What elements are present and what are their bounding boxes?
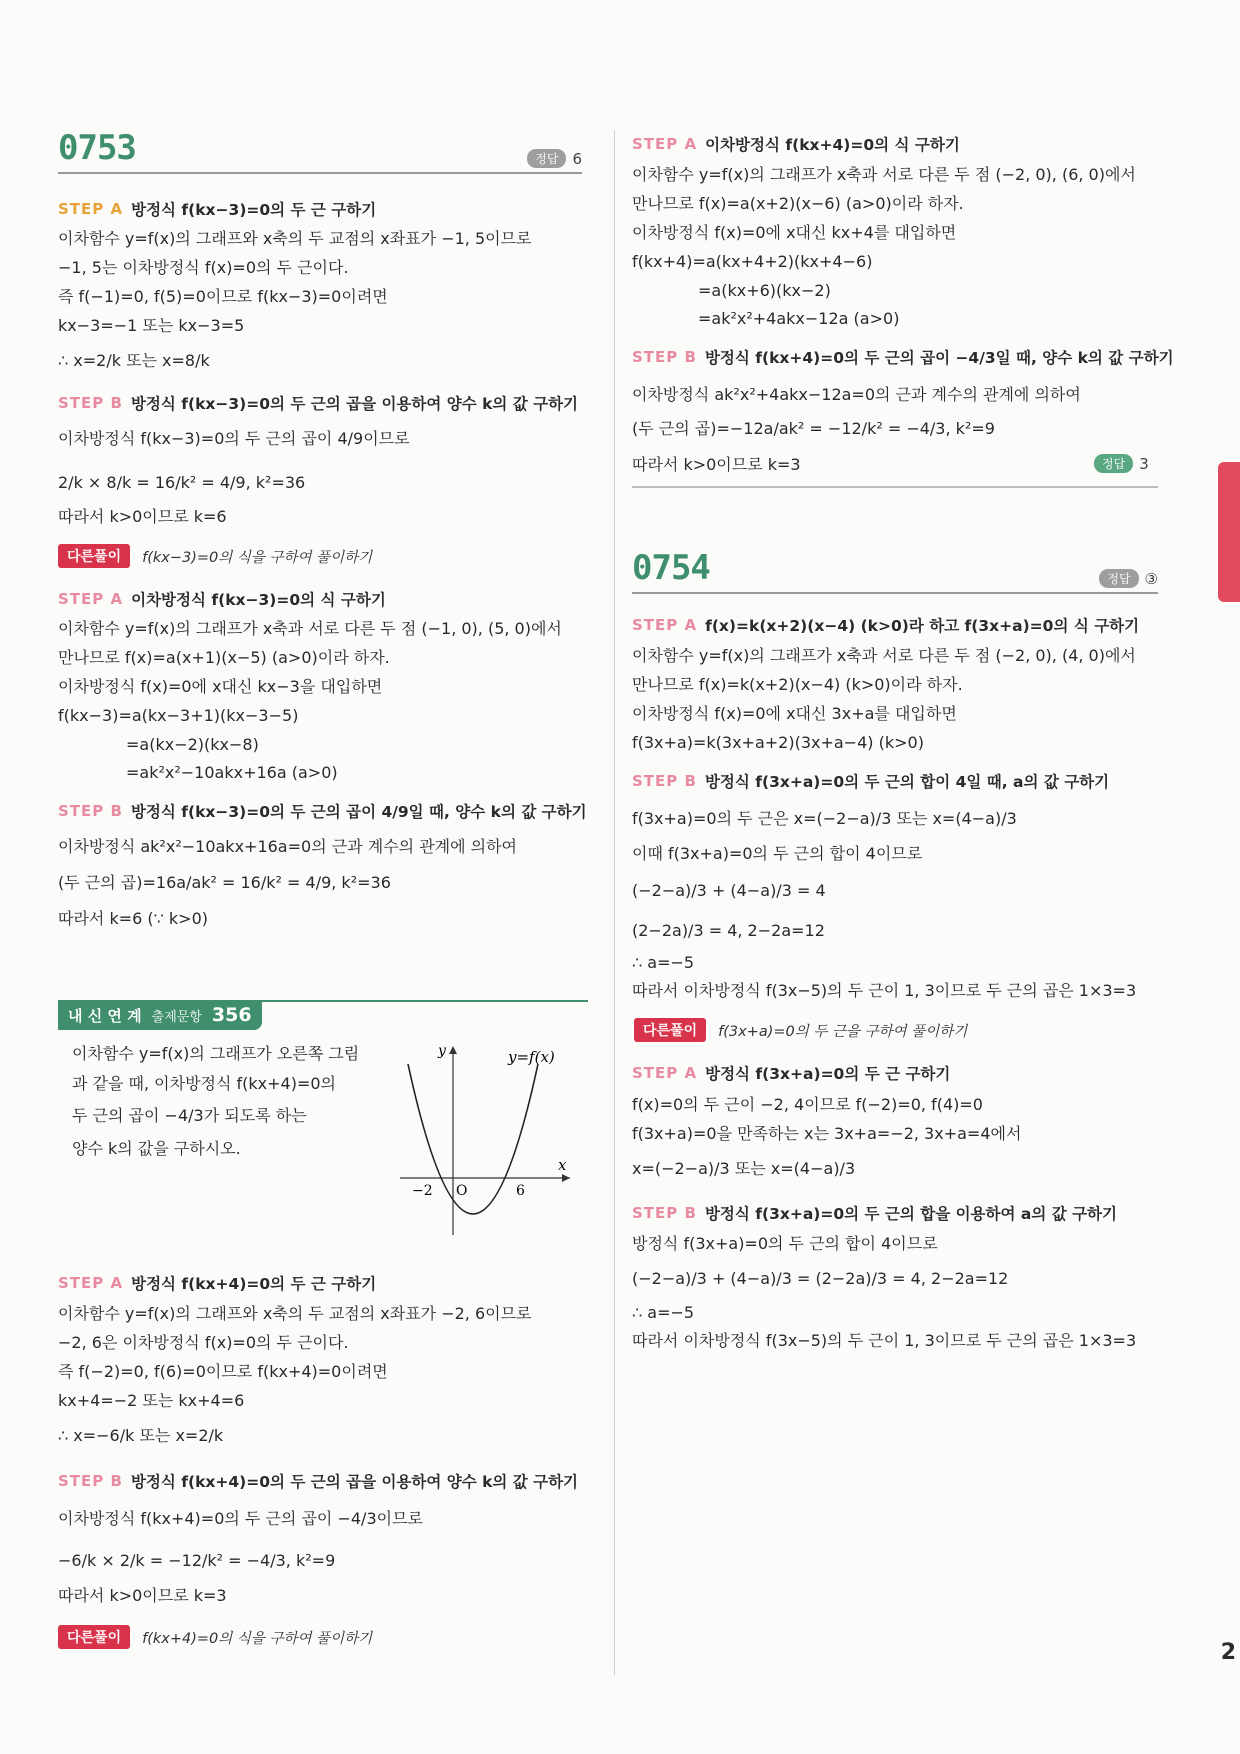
answer	[1094, 454, 1149, 473]
solution-line: (−2−a)/3 + (4−a)/3 = 4	[632, 881, 826, 900]
step-b-heading	[632, 346, 1174, 368]
problem-header-0754	[632, 548, 1158, 594]
step-title: 방정식 f(3x+a)=0의 두 근 구하기	[705, 1065, 951, 1083]
solution-line: f(3x+a)=0을 만족하는 x는 3x+a=−2, 3x+a=4에서	[632, 1124, 1022, 1143]
alt-solution-row	[634, 1018, 967, 1042]
alt-solution-badge: 다른풀이	[634, 1018, 706, 1042]
solution-line: 만나므로 f(x)=k(x+2)(x−4) (k>0)이라 하자.	[632, 675, 963, 694]
answer	[1099, 569, 1158, 588]
root-label: 6	[516, 1183, 525, 1199]
y-axis-label: y	[438, 1043, 446, 1059]
column-divider	[614, 130, 615, 1675]
step-b-heading	[632, 1202, 1117, 1224]
step-title: f(x)=k(x+2)(x−4) (k>0)라 하고 f(3x+a)=0의 식 구하기	[705, 617, 1140, 635]
solution-line: f(x)=0의 두 근이 −2, 4이므로 f(−2)=0, f(4)=0	[632, 1095, 983, 1114]
step-a-heading	[58, 588, 386, 610]
solution-line: 이차방정식 ak²x²−10akx+16a=0의 근과 계수의 관계에 의하여	[58, 837, 518, 856]
solution-line: 이차함수 y=f(x)의 그래프가 x축과 서로 다른 두 점 (−2, 0), (4, 0)에서	[632, 646, 1136, 665]
solution-line: −2, 6은 이차방정식 f(x)=0의 두 근이다.	[58, 1333, 349, 1352]
problem-header-0753	[58, 128, 582, 174]
solution-line: 이차방정식 ak²x²+4akx−12a=0의 근과 계수의 관계에 의하여	[632, 385, 1081, 404]
step-tag: STEP B	[58, 1472, 123, 1490]
step-a-heading	[632, 1062, 950, 1084]
question-line: 양수 k의 값을 구하시오.	[72, 1139, 241, 1158]
solution-line: (2−2a)/3 = 4, 2−2a=12	[632, 921, 825, 940]
page-number: 2	[1220, 1640, 1236, 1665]
function-label: y=f(x)	[508, 1048, 555, 1066]
solution-line: 이차방정식 f(x)=0에 x대신 kx+4를 대입하면	[632, 223, 957, 242]
step-a-heading	[58, 198, 376, 220]
step-a-heading	[58, 1272, 376, 1294]
linked-sub: 출제문항	[151, 1009, 202, 1025]
alt-solution-row	[58, 1625, 372, 1649]
solution-line: 만나므로 f(x)=a(x+1)(x−5) (a>0)이라 하자.	[58, 648, 390, 667]
solution-line: 즉 f(−1)=0, f(5)=0이므로 f(kx−3)=0이려면	[58, 287, 388, 306]
step-a-heading	[632, 614, 1139, 636]
solution-line: ∴ a=−5	[632, 1303, 695, 1322]
solution-line: f(kx−3)=a(kx−3+1)(kx−3−5)	[58, 706, 299, 725]
step-tag: STEP B	[58, 802, 123, 820]
step-tag: STEP A	[58, 200, 124, 218]
question-line: 이차함수 y=f(x)의 그래프가 오른쪽 그림	[72, 1044, 360, 1063]
answer	[527, 149, 582, 168]
solution-line: 이차방정식 f(x)=0에 x대신 kx−3을 대입하면	[58, 677, 383, 696]
step-b-heading	[632, 770, 1109, 792]
solution-line: kx+4=−2 또는 kx+4=6	[58, 1391, 245, 1410]
solution-line: f(3x+a)=k(3x+a+2)(3x+a−4) (k>0)	[632, 733, 924, 752]
solution-line: 만나므로 f(x)=a(x+2)(x−6) (a>0)이라 하자.	[632, 194, 964, 213]
y-axis-arrow	[449, 1046, 457, 1054]
solution-line: ∴ x=2/k 또는 x=8/k	[58, 351, 210, 370]
step-tag: STEP A	[632, 135, 698, 153]
linked-label: 내 신 연 계	[68, 1006, 142, 1025]
question-line: 두 근의 곱이 −4/3가 되도록 하는	[72, 1106, 307, 1125]
solution-line: f(3x+a)=0의 두 근은 x=(−2−a)/3 또는 x=(4−a)/3	[632, 809, 1017, 828]
answer-badge: 정답	[527, 149, 566, 168]
step-b-heading	[58, 800, 587, 822]
solution-line: f(kx+4)=a(kx+4+2)(kx+4−6)	[632, 252, 873, 271]
question-line: 과 같을 때, 이차방정식 f(kx+4)=0의	[72, 1074, 337, 1093]
section-rule	[632, 486, 1158, 488]
step-title: 방정식 f(3x+a)=0의 두 근의 합을 이용하여 a의 값 구하기	[704, 1205, 1117, 1223]
solution-line: 2/k × 8/k = 16/k² = 4/9, k²=36	[58, 473, 306, 492]
solution-line: 이차함수 y=f(x)의 그래프가 x축과 서로 다른 두 점 (−1, 0), (5, 0)에서	[58, 619, 562, 638]
solution-line: =ak²x²−10akx+16a (a>0)	[126, 763, 338, 782]
step-title: 방정식 f(kx+4)=0의 두 근의 곱을 이용하여 양수 k의 값 구하기	[130, 1473, 579, 1491]
answer-value: 3	[1139, 454, 1149, 473]
solution-line: ∴ a=−5	[632, 953, 695, 972]
step-title: 이차방정식 f(kx+4)=0의 식 구하기	[705, 136, 960, 154]
solution-line: 따라서 k>0이므로 k=6	[58, 507, 227, 526]
solution-line: 이때 f(3x+a)=0의 두 근의 합이 4이므로	[632, 844, 923, 863]
step-title: 방정식 f(kx+4)=0의 두 근 구하기	[131, 1275, 377, 1293]
solution-line: 따라서 이차방정식 f(3x−5)의 두 근이 1, 3이므로 두 근의 곱은 1×3=3	[632, 1331, 1137, 1350]
chapter-tab	[1218, 462, 1240, 602]
step-tag: STEP A	[632, 616, 698, 634]
solution-line: 이차방정식 f(kx−3)=0의 두 근의 곱이 4/9이므로	[58, 429, 410, 448]
origin-label: O	[456, 1183, 468, 1199]
problem-number: 0753	[58, 128, 136, 168]
linked-problem-header	[58, 1000, 262, 1030]
solution-line: 이차함수 y=f(x)의 그래프와 x축의 두 교점의 x좌표가 −2, 6이므로	[58, 1304, 532, 1323]
solution-line: x=(−2−a)/3 또는 x=(4−a)/3	[632, 1159, 856, 1178]
step-tag: STEP B	[58, 394, 123, 412]
solution-line: (−2−a)/3 + (4−a)/3 = (2−2a)/3 = 4, 2−2a=12	[632, 1269, 1009, 1288]
step-b-heading	[58, 392, 578, 414]
solution-line: 따라서 k=6 (∵ k>0)	[58, 909, 208, 928]
solution-line: =a(kx+6)(kx−2)	[698, 281, 831, 300]
answer-badge: 정답	[1094, 454, 1133, 473]
step-tag: STEP B	[632, 772, 697, 790]
step-title: 방정식 f(kx−3)=0의 두 근 구하기	[131, 201, 377, 219]
alt-solution-text: f(kx−3)=0의 식을 구하여 풀이하기	[142, 549, 373, 566]
step-title: 방정식 f(kx−3)=0의 두 근의 곱이 4/9일 때, 양수 k의 값 구하기	[130, 803, 587, 821]
root-label: −2	[412, 1183, 433, 1199]
step-tag: STEP A	[58, 1274, 124, 1292]
step-title: 방정식 f(3x+a)=0의 두 근의 합이 4일 때, a의 값 구하기	[704, 773, 1110, 791]
parabola-graph	[390, 1040, 580, 1240]
solution-line: 이차방정식 f(x)=0에 x대신 3x+a를 대입하면	[632, 704, 957, 723]
answer-badge: 정답	[1099, 569, 1138, 588]
step-title: 방정식 f(kx−3)=0의 두 근의 곱을 이용하여 양수 k의 값 구하기	[130, 395, 579, 413]
answer-value: ③	[1144, 569, 1158, 588]
step-title: 방정식 f(kx+4)=0의 두 근의 곱이 −4/3일 때, 양수 k의 값 구하기	[704, 349, 1174, 367]
solution-line: kx−3=−1 또는 kx−3=5	[58, 316, 245, 335]
alt-solution-text: f(3x+a)=0의 두 근을 구하여 풀이하기	[718, 1023, 968, 1040]
step-b-heading	[58, 1470, 578, 1492]
alt-solution-row	[58, 544, 372, 568]
step-tag: STEP B	[632, 1204, 697, 1222]
solution-line: 따라서 k>0이므로 k=3	[632, 455, 801, 474]
alt-solution-badge: 다른풀이	[58, 1625, 130, 1649]
solution-line: ∴ x=−6/k 또는 x=2/k	[58, 1426, 224, 1445]
step-tag: STEP A	[632, 1064, 698, 1082]
solution-line: 이차함수 y=f(x)의 그래프와 x축의 두 교점의 x좌표가 −1, 5이므로	[58, 229, 532, 248]
solution-line: 이차방정식 f(kx+4)=0의 두 근의 곱이 −4/3이므로	[58, 1509, 423, 1528]
solution-line: =ak²x²+4akx−12a (a>0)	[698, 309, 900, 328]
alt-solution-badge: 다른풀이	[58, 544, 130, 568]
linked-number: 356	[211, 1004, 252, 1026]
step-title: 이차방정식 f(kx−3)=0의 식 구하기	[131, 591, 386, 609]
solution-line: 따라서 이차방정식 f(3x−5)의 두 근이 1, 3이므로 두 근의 곱은 1×3=3	[632, 981, 1137, 1000]
step-a-heading	[632, 133, 960, 155]
x-axis-arrow	[562, 1174, 570, 1182]
step-tag: STEP B	[632, 348, 697, 366]
solution-line: 따라서 k>0이므로 k=3	[58, 1586, 227, 1605]
solution-line: 방정식 f(3x+a)=0의 두 근의 합이 4이므로	[632, 1234, 938, 1253]
alt-solution-text: f(kx+4)=0의 식을 구하여 풀이하기	[142, 1630, 373, 1647]
solution-line: 이차함수 y=f(x)의 그래프가 x축과 서로 다른 두 점 (−2, 0), (6, 0)에서	[632, 165, 1136, 184]
solution-line: (두 근의 곱)=16a/ak² = 16/k² = 4/9, k²=36	[58, 873, 391, 892]
problem-number: 0754	[632, 548, 710, 588]
x-axis-label: x	[558, 1156, 567, 1174]
solution-line: (두 근의 곱)=−12a/ak² = −12/k² = −4/3, k²=9	[632, 419, 995, 438]
solution-line: 즉 f(−2)=0, f(6)=0이므로 f(kx+4)=0이려면	[58, 1362, 388, 1381]
solution-line: =a(kx−2)(kx−8)	[126, 735, 259, 754]
step-tag: STEP A	[58, 590, 124, 608]
solution-line: −6/k × 2/k = −12/k² = −4/3, k²=9	[58, 1551, 336, 1570]
solution-line: −1, 5는 이차방정식 f(x)=0의 두 근이다.	[58, 258, 349, 277]
answer-value: 6	[572, 149, 582, 168]
